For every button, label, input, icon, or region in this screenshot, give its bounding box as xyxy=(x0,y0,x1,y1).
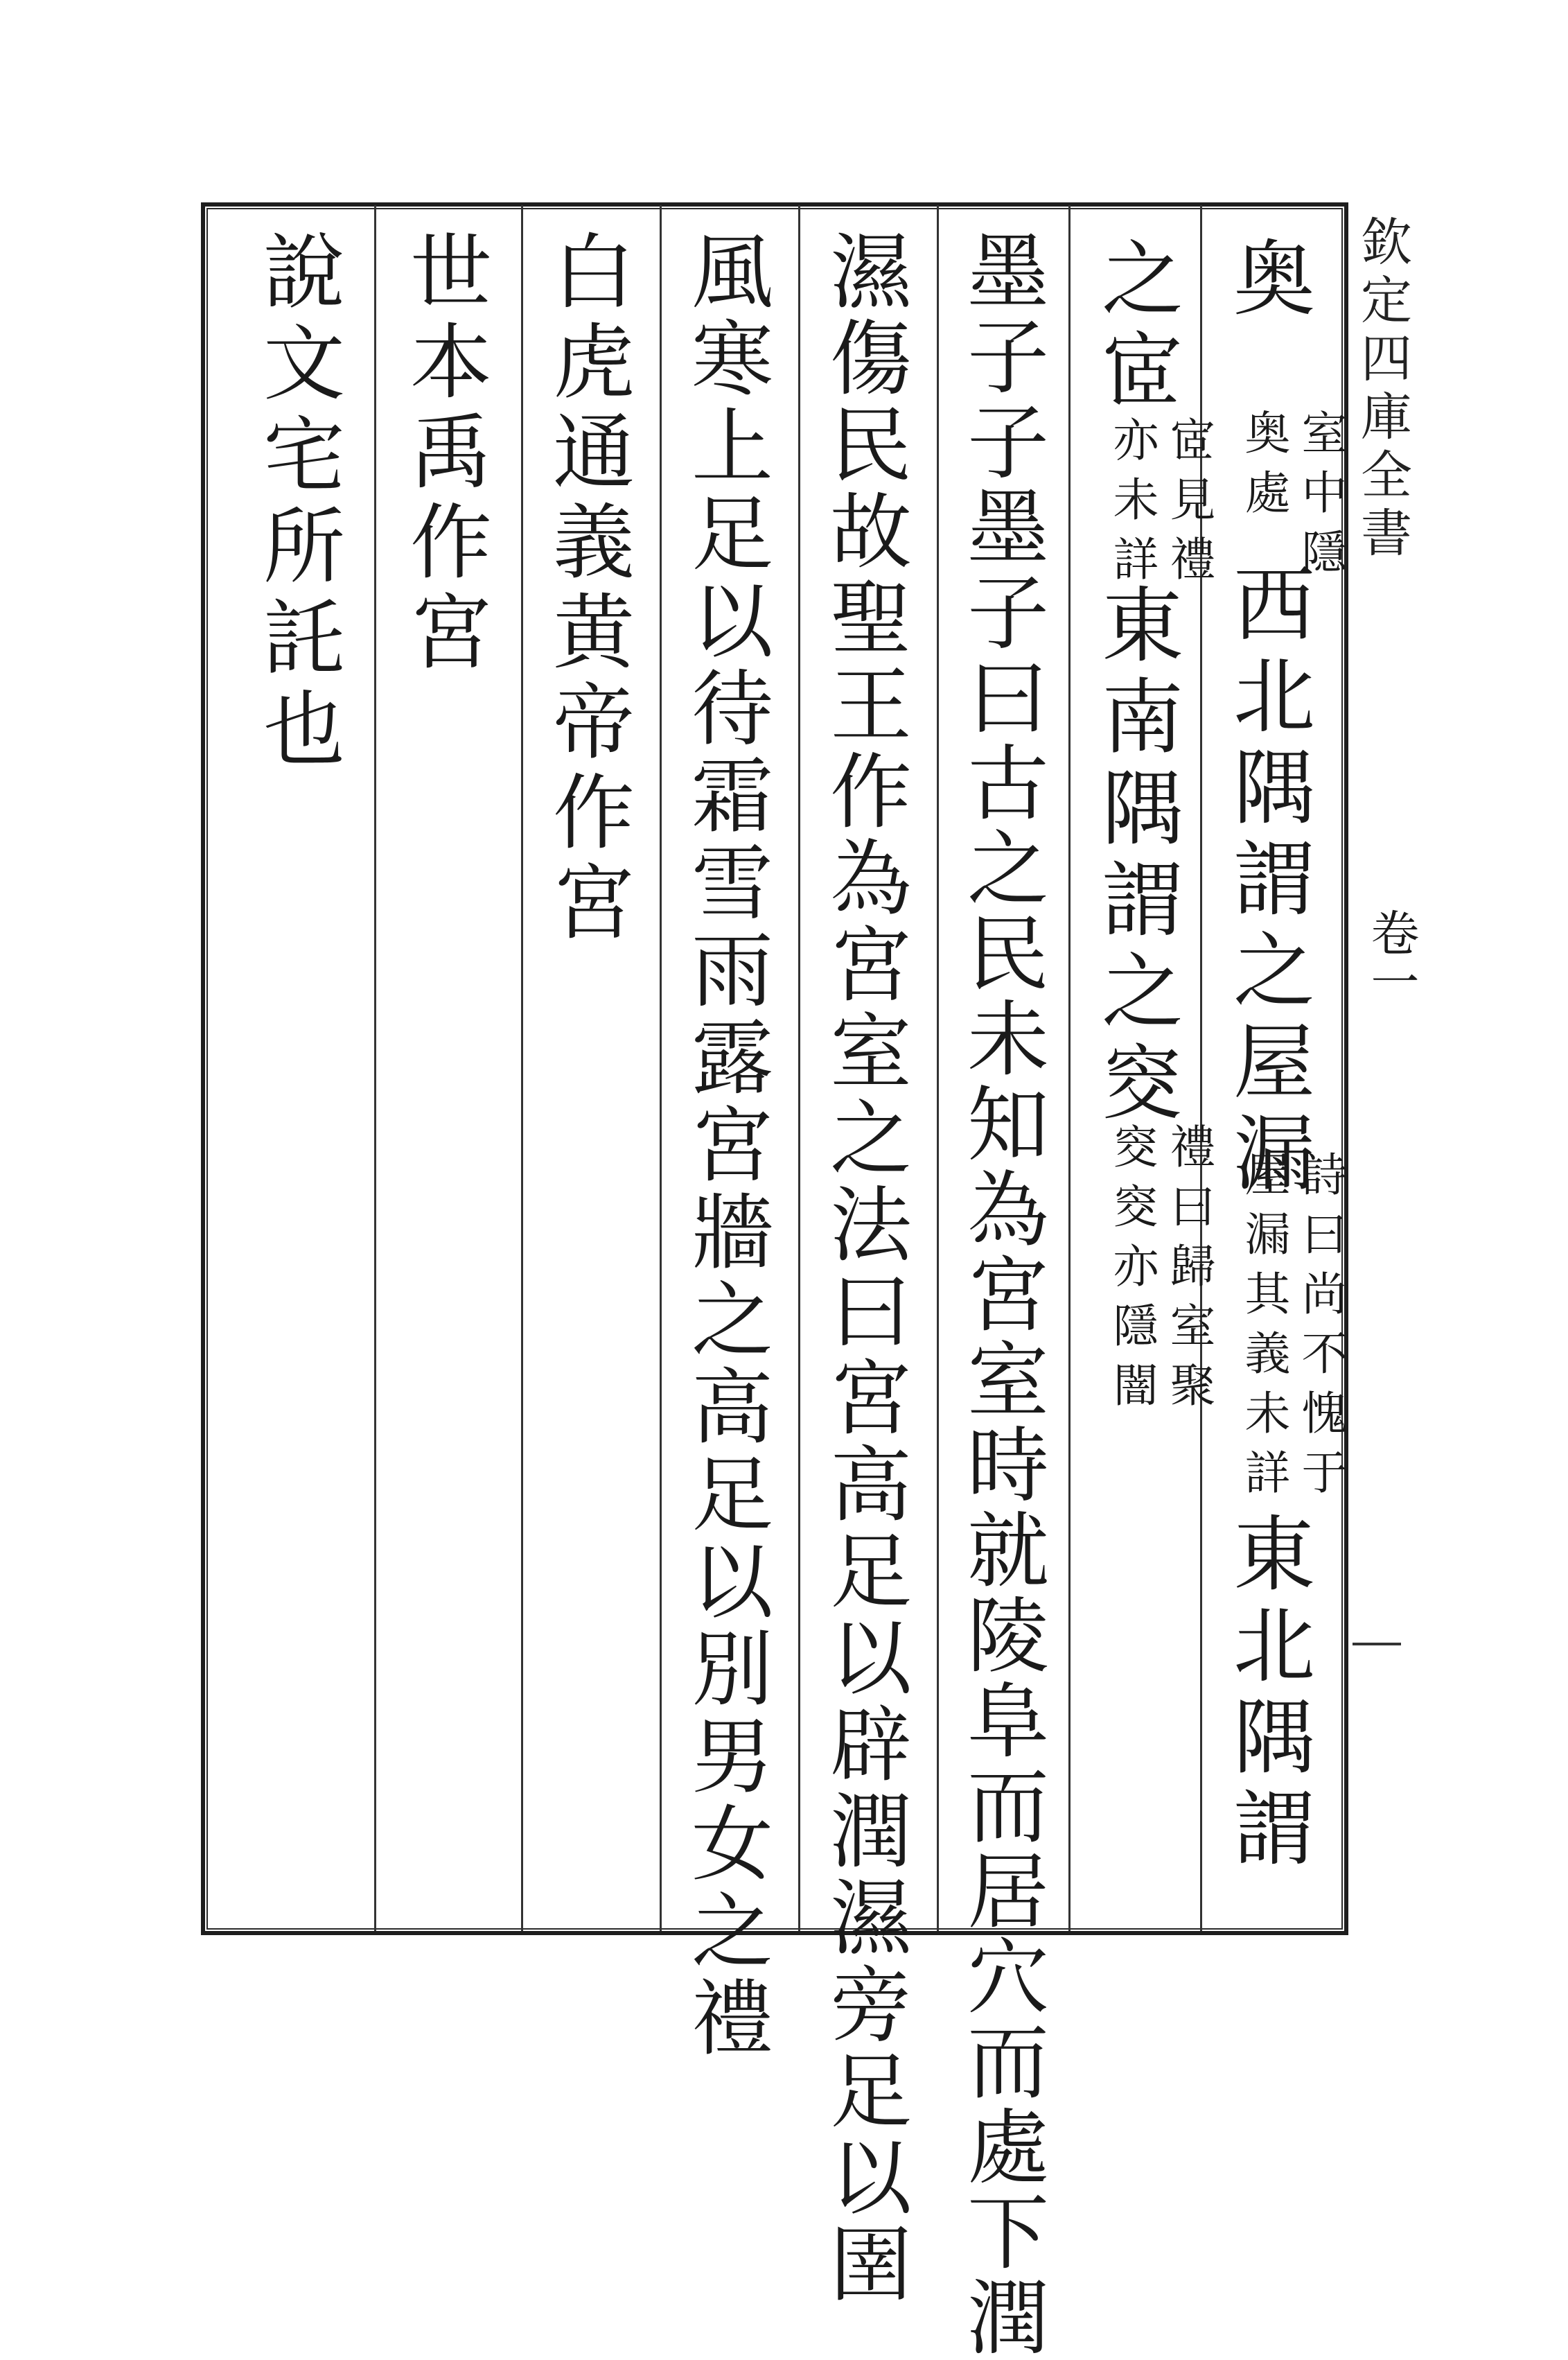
column-divider xyxy=(521,205,523,1931)
text-column-4: 濕傷民故聖王作為宮室之法曰宮高足以辟潤濕旁足以圉 xyxy=(816,229,912,2308)
column-divider xyxy=(660,205,662,1931)
text-column-6: 白虎通義黄帝作宮 xyxy=(539,229,635,950)
text-column-5: 風寒上足以待霜雪雨露宮牆之高足以別男女之禮 xyxy=(678,229,773,2063)
main-text: 西北隅謂之屋漏 xyxy=(1219,561,1315,1202)
annotation-left: 奥處 xyxy=(1237,409,1290,528)
column-divider xyxy=(374,205,376,1931)
column-divider xyxy=(798,205,800,1931)
main-text: 東南隅謂之窔 xyxy=(1088,582,1183,1131)
annotation-left: 亦未詳 xyxy=(1105,416,1159,595)
main-text: 奥 xyxy=(1219,236,1315,327)
main-text: 之宧 xyxy=(1088,236,1183,419)
annotation-left: 屋漏其義未詳 xyxy=(1237,1151,1290,1508)
main-text: 東北隅謂 xyxy=(1219,1511,1315,1877)
column-divider xyxy=(1068,205,1071,1931)
margin-title: 欽定四庫全書 xyxy=(1353,215,1412,564)
column-divider xyxy=(937,205,939,1931)
margin-tick xyxy=(1353,1643,1401,1645)
annotation-right: 室中隱 xyxy=(1294,409,1347,588)
text-column-7: 世本禹作宮 xyxy=(396,229,492,679)
text-column-3: 墨子子墨子曰古之民未知為宮室時就陵阜而居穴而處下潤 xyxy=(953,229,1049,2360)
annotation-right: 詩曰尚不愧于 xyxy=(1294,1151,1347,1508)
annotation-right: 禮曰歸室聚 xyxy=(1162,1123,1215,1421)
juan-label: 卷一 xyxy=(1363,908,1420,1005)
text-column-8: 說文宅所託也 xyxy=(249,229,345,778)
annotation-left: 窔窔亦隱闇 xyxy=(1105,1123,1159,1421)
annotation-right: 宧見禮 xyxy=(1162,416,1215,595)
